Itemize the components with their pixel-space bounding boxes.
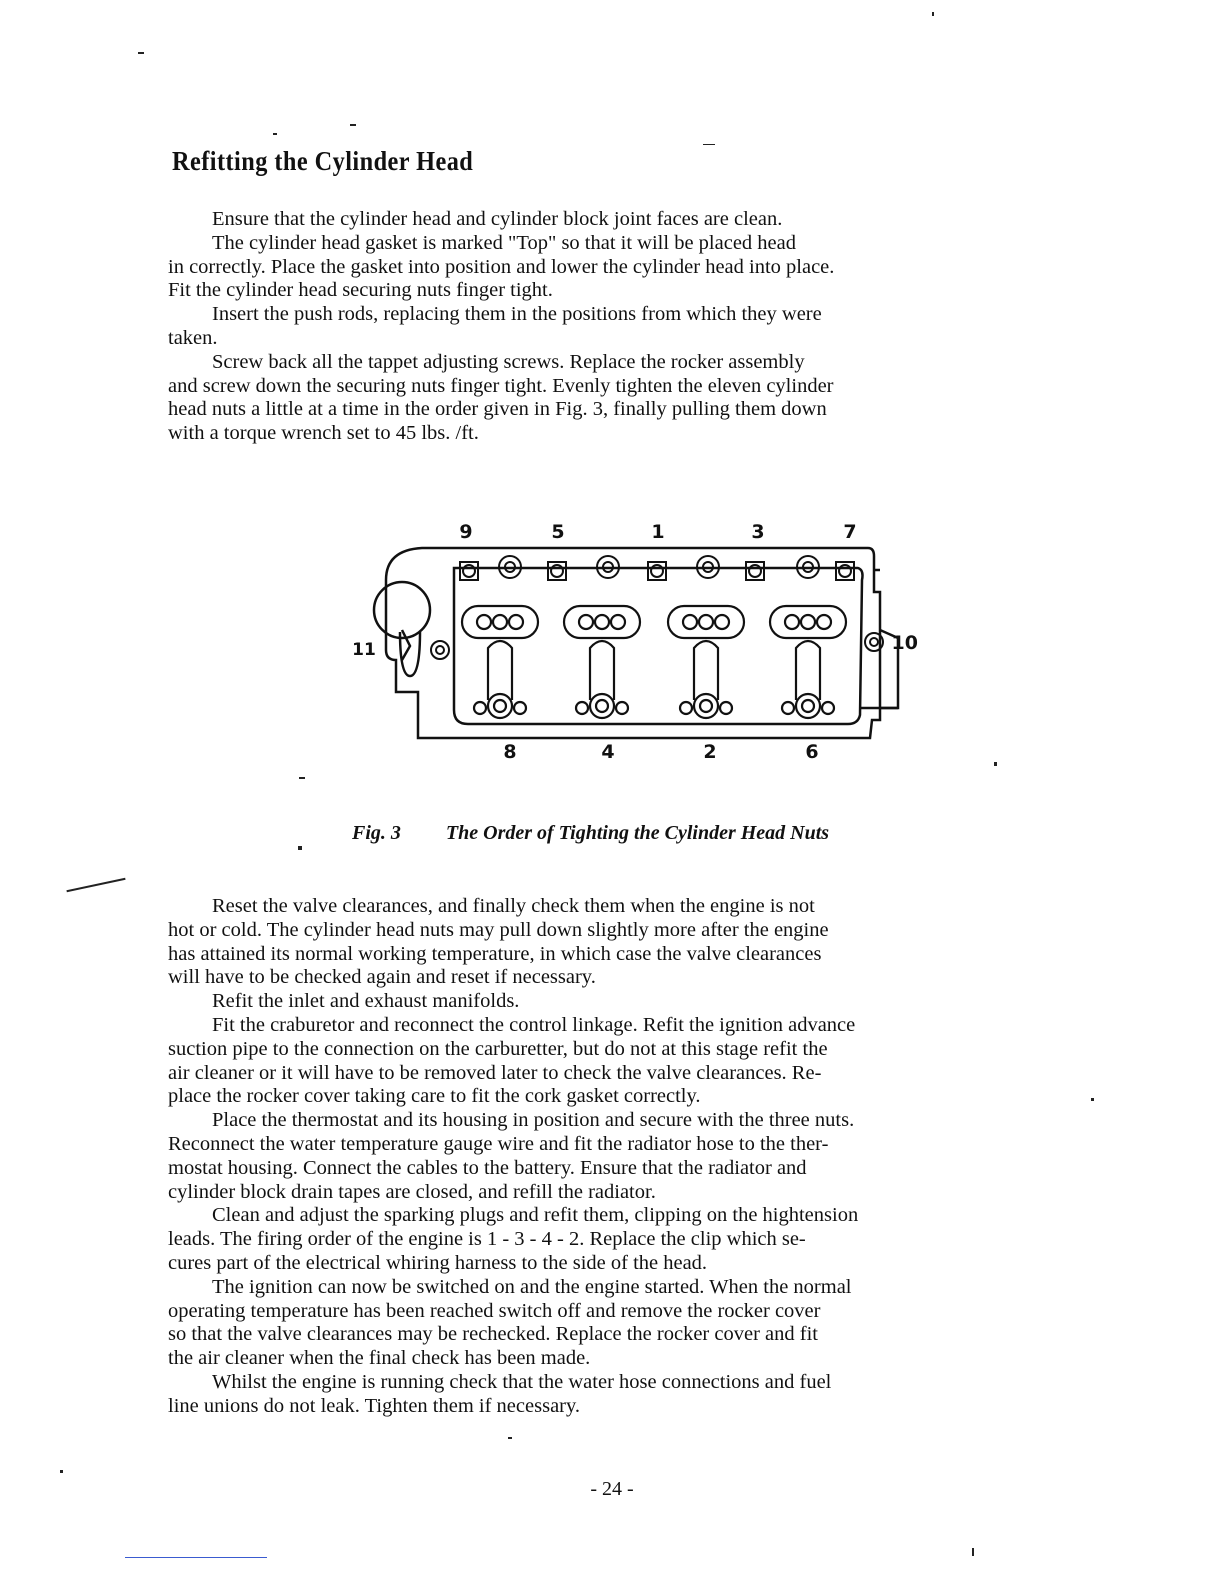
nut-label-6: 6 xyxy=(805,741,819,763)
text-line: Place the thermostat and its housing in position and secure with the three nuts. xyxy=(212,1109,855,1132)
text-line: so that the valve clearances may be rechecked. Replace the rocker cover and fit xyxy=(168,1323,818,1346)
text-line: line unions do not leak. Tighten them if necessary. xyxy=(168,1394,581,1417)
text-line: hot or cold. The cylinder head nuts may pull down slightly more after the engine xyxy=(168,918,829,941)
text-line: Fit the craburetor and reconnect the control linkage. Refit the ignition advance xyxy=(212,1013,856,1036)
text-line: Fit the cylinder head securing nuts finger tight. xyxy=(168,279,553,302)
figure-title: The Order of Tighting the Cylinder Head Nuts xyxy=(445,822,830,844)
nut-label-1: 1 xyxy=(651,521,665,543)
scan-speck xyxy=(299,777,305,779)
scan-speck xyxy=(298,846,302,850)
section1-text xyxy=(168,208,1068,446)
scan-speck xyxy=(994,762,997,766)
scan-speck xyxy=(508,1437,512,1439)
text-line: Reset the valve clearances, and finally check them when the engine is not xyxy=(212,895,815,917)
text-line: cures part of the electrical whiring harness to the side of the head. xyxy=(168,1251,708,1274)
text-line: Insert the push rods, replacing them in the positions from which they were xyxy=(212,303,822,326)
scan-speck xyxy=(66,878,125,892)
figure-number: Fig. 3 xyxy=(352,822,401,844)
figure-caption xyxy=(352,822,829,845)
nut-label-9: 9 xyxy=(459,521,473,543)
text-line: operating temperature has been reached switch off and remove the rocker cover xyxy=(168,1299,821,1322)
text-line: suction pipe to the connection on the carburetter, but do not at this stage refit the xyxy=(168,1037,828,1060)
nut-label-5: 5 xyxy=(551,521,565,543)
text-line: place the rocker cover taking care to fit the cork gasket correctly. xyxy=(168,1085,701,1108)
text-line: air cleaner or it will have to be removed later to check the valve clearances. Re- xyxy=(168,1061,822,1084)
text-line: in correctly. Place the gasket into position and lower the cylinder head into place. xyxy=(168,255,835,278)
text-line: Clean and adjust the sparking plugs and refit them, clipping on the hightension xyxy=(212,1204,859,1227)
text-line: The ignition can now be switched on and the engine started. When the normal xyxy=(212,1275,852,1298)
nut-label-3: 3 xyxy=(751,521,765,543)
bottom-rule xyxy=(125,1557,267,1558)
text-line: Refit the inlet and exhaust manifolds. xyxy=(212,990,520,1013)
text-line: has attained its normal working temperature, in which case the valve clearances xyxy=(168,942,822,965)
nut-label-4: 4 xyxy=(601,741,615,763)
scan-speck xyxy=(273,133,277,135)
text-line: Screw back all the tappet adjusting screws. Replace the rocker assembly xyxy=(212,350,805,373)
page-number: - 24 - xyxy=(590,1478,634,1500)
text-line: and screw down the securing nuts finger tight. Evenly tighten the eleven cylinder xyxy=(168,374,834,397)
text-line: head nuts a little at a time in the order given in Fig. 3, finally pulling them down xyxy=(168,398,827,421)
text-line: The cylinder head gasket is marked "Top" so that it will be placed head xyxy=(212,231,796,254)
text-line: Whilst the engine is running check that the water hose connections and fuel xyxy=(212,1370,832,1393)
scan-speck xyxy=(972,1548,974,1556)
text-line: Ensure that the cylinder head and cylinder block joint faces are clean. xyxy=(212,208,783,230)
scan-speck xyxy=(350,124,356,126)
nut-label-10: 10 xyxy=(891,632,918,654)
text-line: cylinder block drain tapes are closed, and refill the radiator. xyxy=(168,1180,656,1203)
scan-speck xyxy=(1091,1098,1094,1101)
scan-speck xyxy=(932,12,934,16)
nut-label-11: 11 xyxy=(352,640,376,660)
section-title: Refitting the Cylinder Head xyxy=(172,146,474,176)
section2-text xyxy=(168,895,1068,1419)
text-line: Reconnect the water temperature gauge wire and fit the radiator hose to the ther- xyxy=(168,1132,829,1155)
text-line: with a torque wrench set to 45 lbs. /ft. xyxy=(168,422,479,445)
scan-speck xyxy=(703,144,715,145)
text-line: leads. The firing order of the engine is 1 - 3 - 4 - 2. Replace the clip which se- xyxy=(168,1228,806,1251)
text-line: taken. xyxy=(168,326,218,349)
scan-speck xyxy=(60,1470,63,1473)
text-line: the air cleaner when the final check has been made. xyxy=(168,1347,591,1370)
nut-label-8: 8 xyxy=(503,741,517,763)
text-line: will have to be checked again and reset if necessary. xyxy=(168,966,596,989)
scan-speck xyxy=(138,52,144,54)
nut-label-7: 7 xyxy=(843,521,857,543)
cylinder-head-diagram xyxy=(350,510,920,780)
text-line: mostat housing. Connect the cables to the battery. Ensure that the radiator and xyxy=(168,1156,807,1179)
nut-label-2: 2 xyxy=(703,741,717,763)
